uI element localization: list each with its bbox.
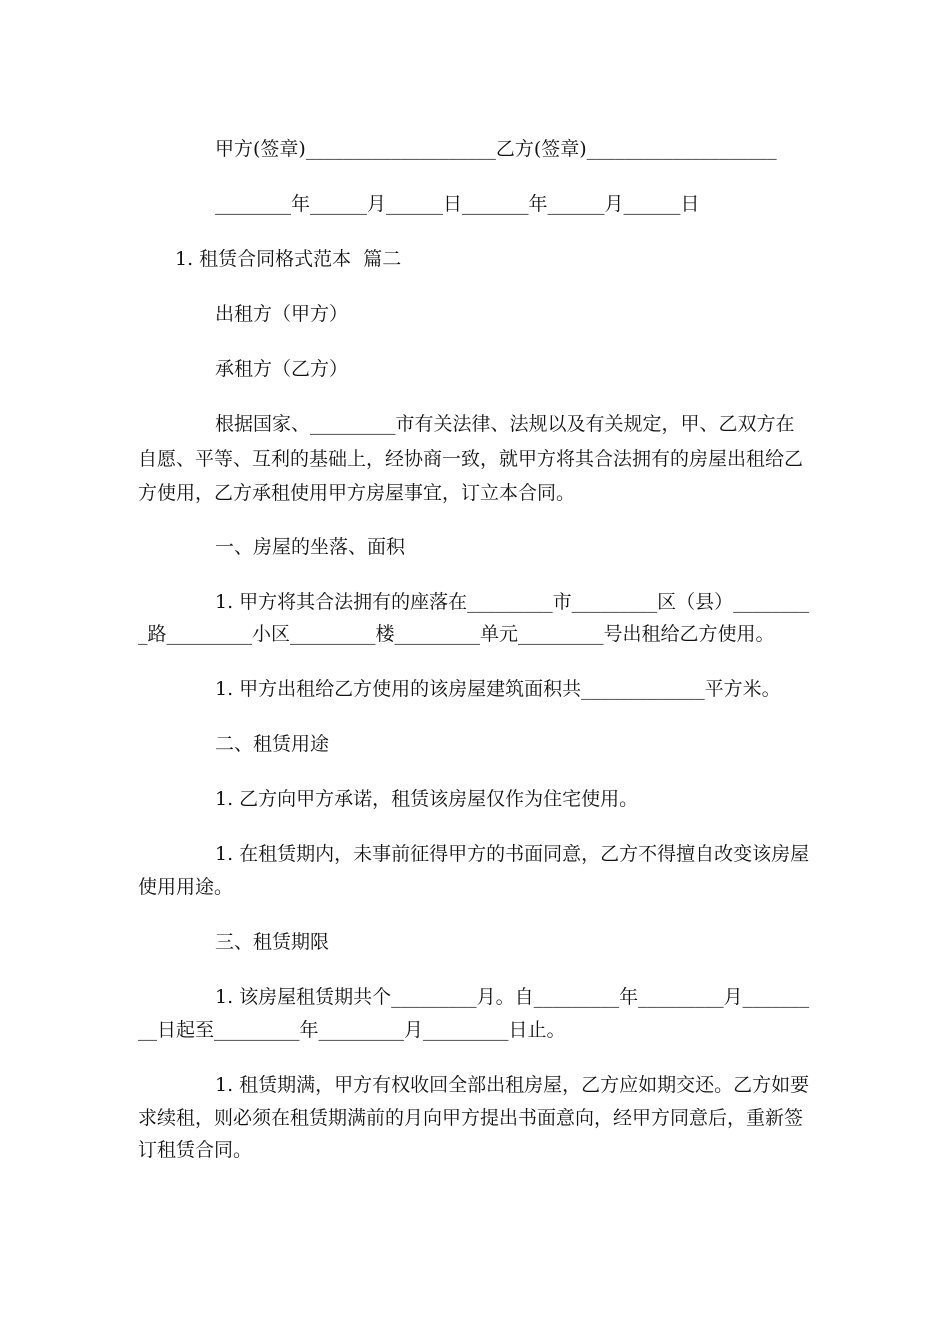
article-title: 三、租赁期限	[215, 931, 330, 953]
section-heading: 1. 租赁合同格式范本 篇二	[175, 248, 402, 270]
lessor-label: 出租方（甲方）	[215, 303, 349, 325]
clause-line: 订租赁合同。	[138, 1139, 253, 1161]
preamble-line: 方使用，乙方承租使用甲方房屋事宜，订立本合同。	[138, 482, 576, 504]
lessee-label: 承租方（乙方）	[215, 358, 349, 380]
clause-line: 1. 租赁期满，甲方有权收回全部出租房屋，乙方应如期交还。乙方如要	[215, 1074, 810, 1096]
article-title: 二、租赁用途	[215, 733, 330, 755]
clause-line: 1. 在租赁期内，未事前征得甲方的书面同意，乙方不得擅自改变该房屋	[215, 843, 810, 865]
clause-line: 1. 甲方将其合法拥有的座落在_________市_________区（县）________	[215, 591, 810, 613]
clause-line: _路_________小区_________楼_________单元_________号出租给乙方使用。	[138, 623, 775, 645]
preamble-line: 自愿、平等、互利的基础上，经协商一致，就甲方将其合法拥有的房屋出租给乙	[138, 448, 804, 470]
clause-line: 使用用途。	[138, 876, 234, 898]
signature-line: 甲方(签章)____________________乙方(签章)____________________	[215, 138, 777, 160]
clause-line: __日起至_________年_________月_________日止。	[138, 1019, 566, 1041]
preamble-line: 根据国家、_________市有关法律、法规以及有关规定，甲、乙双方在	[215, 413, 795, 435]
clause-line: 1. 该房屋租赁期共个_________月。自_________年_________月_______	[215, 986, 810, 1008]
clause-line: 1. 甲方出租给乙方使用的该房屋建筑面积共_____________平方米。	[215, 678, 781, 700]
article-title: 一、房屋的坐落、面积	[215, 536, 406, 558]
signature-date-line: ________年______月______日_______年______月______日	[215, 193, 700, 215]
clause-line: 求续租，则必须在租赁期满前的月向甲方提出书面意向，经甲方同意后，重新签	[138, 1107, 804, 1129]
clause-line: 1. 乙方向甲方承诺，租赁该房屋仅作为住宅使用。	[215, 788, 639, 810]
